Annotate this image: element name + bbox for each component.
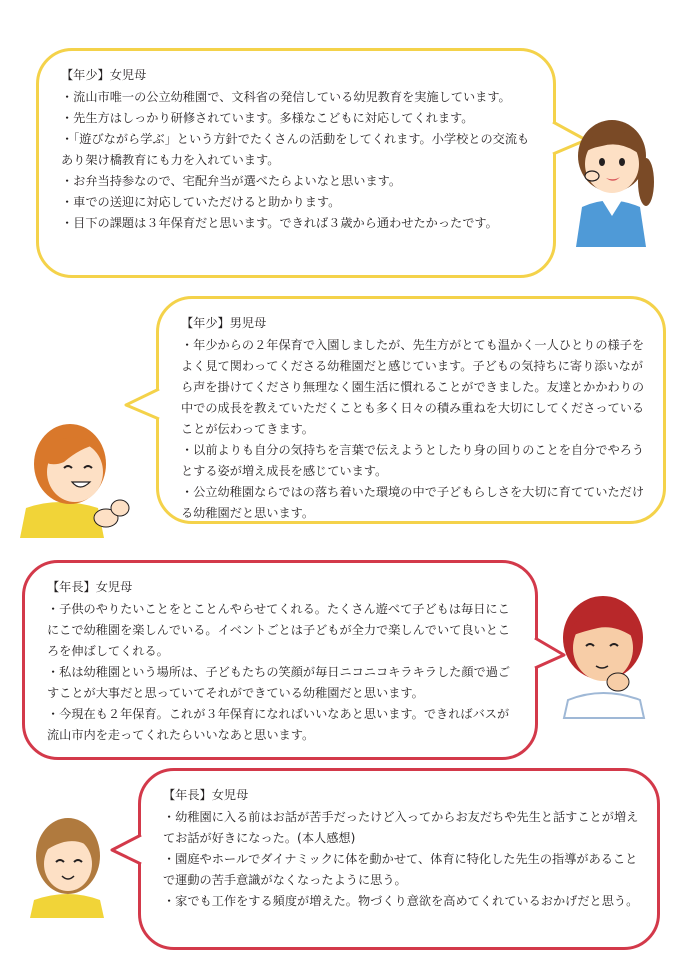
- comment-heading: 【年長】女児母: [47, 580, 133, 594]
- comment-bubble-1: [36, 48, 556, 278]
- girl-with-hand-on-cheek-illustration: [562, 112, 662, 247]
- comment-bubble-4: [138, 768, 660, 950]
- comment-line: ・先生方はしっかり研修されています。多様なこどもに対応してくれます。: [61, 111, 474, 125]
- bubble-tail: [106, 832, 142, 868]
- comment-heading: 【年少】女児母: [61, 68, 147, 82]
- comment-heading: 【年少】男児母: [181, 316, 267, 330]
- comment-line: ・園庭やホールでダイナミックに体を動かせて、体育に特化した先生の指導があることで運動の苦手意識がなくなったように思う。: [163, 852, 638, 887]
- comment-line: ・私は幼稚園という場所は、子どもたちの笑顔が毎日ニコニコキラキラした顔で過ごすことが大事だと思っていてそれができている幼稚園だと思います。: [47, 665, 511, 700]
- comment-line: ・流山市唯一の公立幼稚園で、文科省の発信している幼児教育を実施しています。: [61, 90, 511, 104]
- smiling-mother-clapping-illustration: [20, 408, 130, 538]
- comment-line: ・目下の課題は３年保育だと思います。できれば３歳から通わせたかったです。: [61, 216, 498, 230]
- comment-line: ・家でも工作をする頻度が増えた。物づくり意欲を高めてくれているおかげだと思う。: [163, 894, 639, 908]
- comment-line: ・車での送迎に対応していただけると助かります。: [61, 195, 341, 209]
- comment-line: ・公立幼稚園ならではの落ち着いた環境の中で子どもらしさを大切に育てていただける幼稚園だと思います。: [181, 485, 645, 520]
- comment-heading: 【年長】女児母: [163, 788, 249, 802]
- comment-line: ・「遊びながら学ぶ」という方針でたくさんの活動をしてくれます。小学校との交流もあり架け橋教育にも力を入れています。: [61, 132, 530, 167]
- comment-line: ・子供のやりたいことをとことんやらせてくれる。たくさん遊べて子どもは毎日にこにこで幼稚園を楽しんでいる。イベントごとは子どもが全力で楽しんでいて良いところを伸ばしてくれる。: [47, 602, 511, 658]
- comment-line: ・お弁当持参なので、宅配弁当が選べたらよいなと思います。: [61, 174, 402, 188]
- comment-bubble-3: [22, 560, 538, 760]
- comment-bubble-2: [156, 296, 666, 524]
- comment-line: ・年少からの２年保育で入園しましたが、先生方がとても温かく一人ひとりの様子をよく見て関わってくださる幼稚園だと感じています。子どもの気持ちに寄り添いながら声を掛けてくださり無理なく園生活に慣れることができました。友達とかかわりの中での成長を教えていただくことも多く日々の積み重ねを大切にしてくださっていることが伝わってきます。: [181, 338, 645, 436]
- comment-line: ・今現在も２年保育。これが３年保育になればいいなあと思います。できればバスが流山市内を走ってくれたらいいなあと思います。: [47, 707, 510, 742]
- smiling-girl-illustration: [28, 808, 108, 918]
- comment-line: ・以前よりも自分の気持ちを言葉で伝えようとしたり身の回りのことを自分でやろうとする姿が増え成長を感じています。: [181, 443, 645, 478]
- thinking-mother-illustration: [548, 588, 658, 718]
- comment-line: ・幼稚園に入る前はお話が苦手だったけど入ってからお友だちや先生と話すことが増えてお話が好きになった。(本人感想): [163, 810, 639, 845]
